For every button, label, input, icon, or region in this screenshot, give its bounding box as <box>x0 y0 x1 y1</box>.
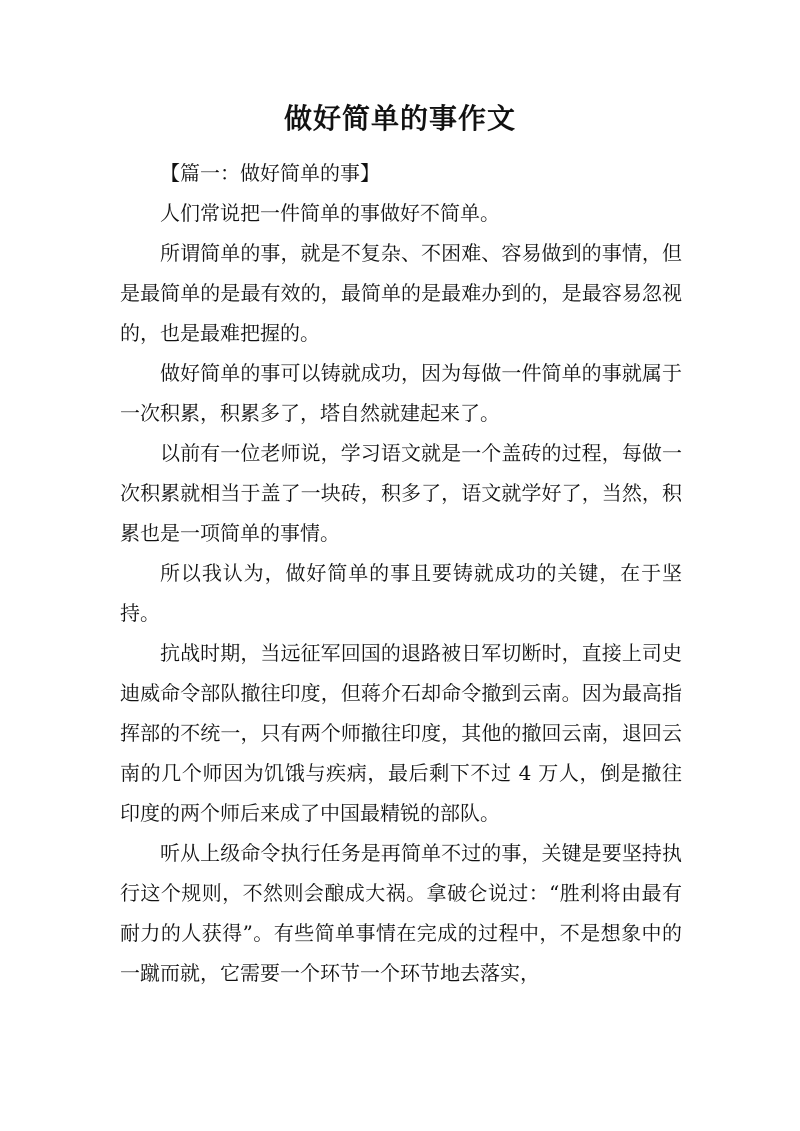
paragraph-2: 所谓简单的事，就是不复杂、不困难、容易做到的事情，但是最简单的是最有效的，最简单的是最难办到的，是最容易忽视的，也是最难把握的。 <box>120 241 682 345</box>
paragraph-3: 做好简单的事可以铸就成功，因为每做一件简单的事就属于一次积累，积累多了，塔自然就建起来了。 <box>120 361 682 425</box>
paragraph-7: 听从上级命令执行任务是再简单不过的事，关键是要坚持执行这个规则，不然则会酿成大祸。拿破仑说过：“胜利将由最有耐力的人获得”。有些简单事情在完成的过程中，不是想象中的一蹴而就，它需要一个环节一个环节地去落实， <box>120 841 682 985</box>
document-body <box>120 153 682 993</box>
document-title: 做好简单的事作文 <box>283 102 516 135</box>
paragraph-1: 人们常说把一件简单的事做好不简单。 <box>160 201 500 225</box>
paragraph-5: 所以我认为，做好简单的事且要铸就成功的关键，在于坚持。 <box>120 561 682 625</box>
section-heading: 【篇一：做好简单的事】 <box>160 161 380 185</box>
paragraph-4: 以前有一位老师说，学习语文就是一个盖砖的过程，每做一次积累就相当于盖了一块砖，积多了，语文就学好了，当然，积累也是一项简单的事情。 <box>120 441 682 545</box>
paragraph-6: 抗战时期，当远征军回国的退路被日军切断时，直接上司史迪威命令部队撤往印度，但蒋介石却命令撤到云南。因为最高指挥部的不统一，只有两个师撤往印度，其他的撤回云南，退回云南的几个师因为饥饿与疾病，最后剩下不过 4 万人，倒是撤往印度的两个师后来成了中国最精锐的部队。 <box>120 641 682 825</box>
